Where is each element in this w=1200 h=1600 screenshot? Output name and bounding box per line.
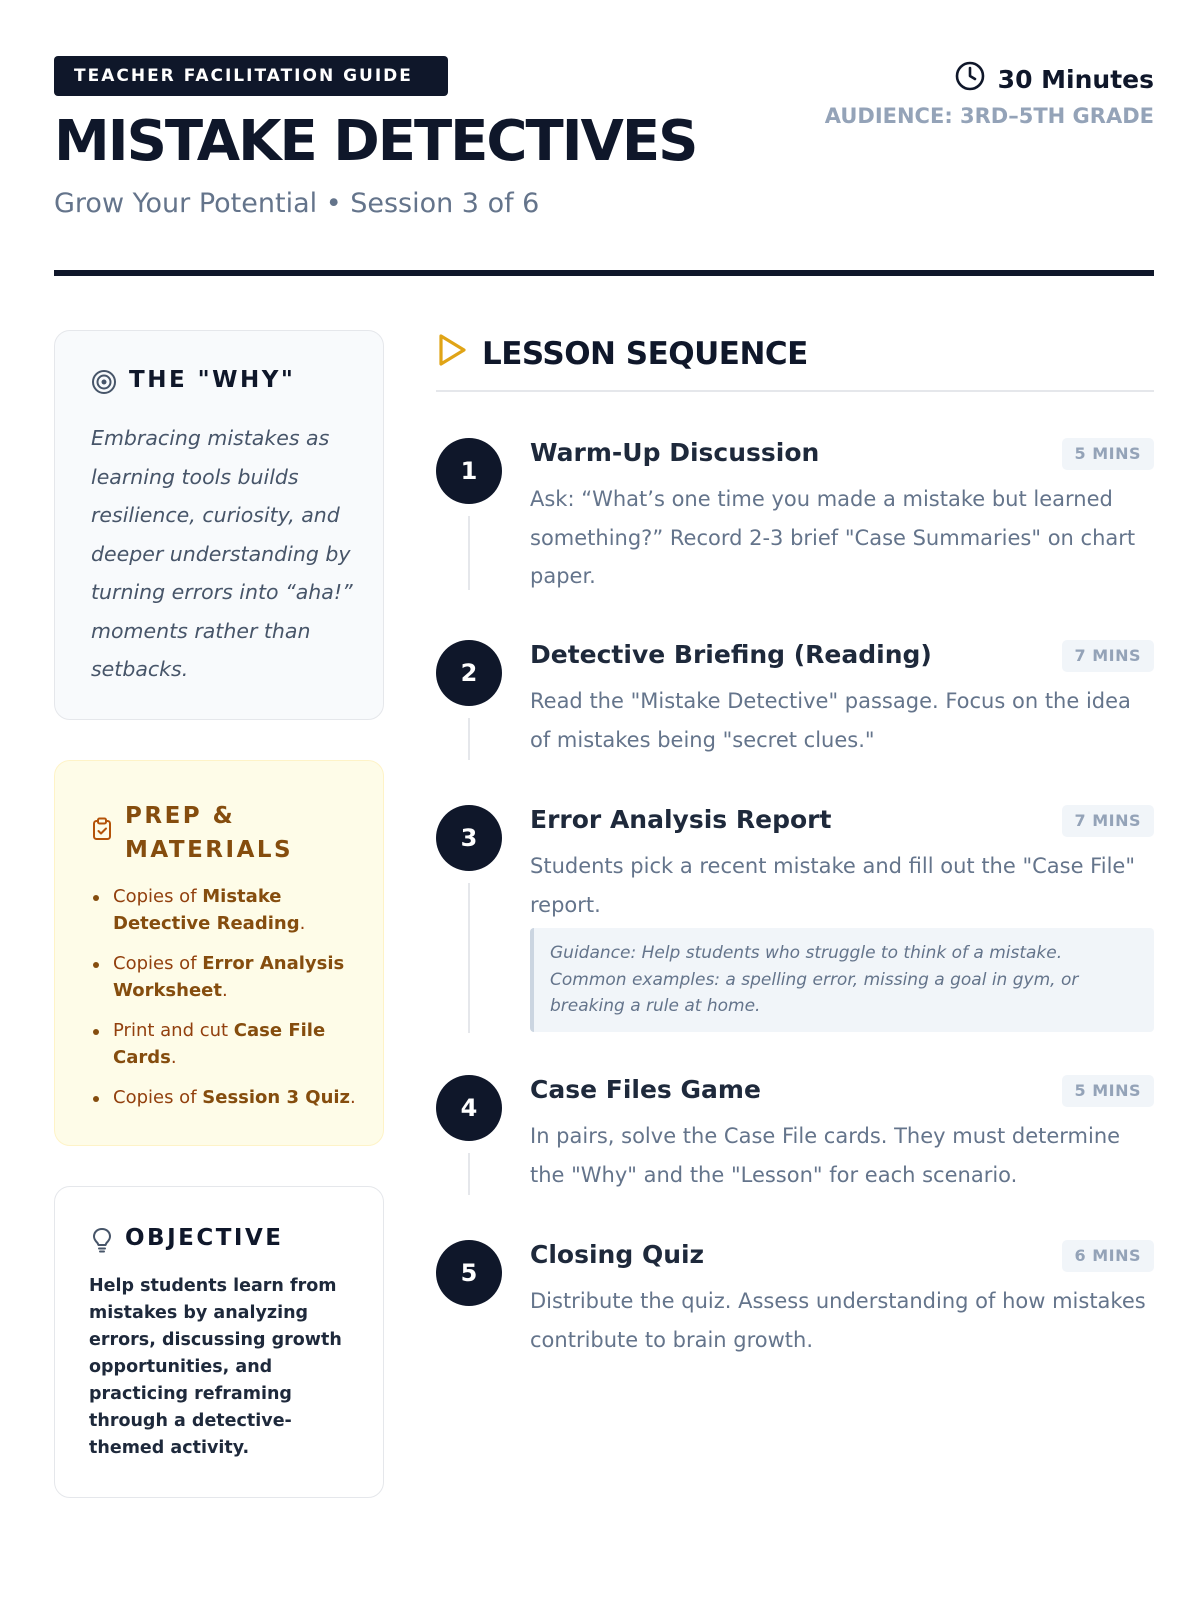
lesson-step [436,640,1154,762]
objective-heading-label: OBJECTIVE [125,1225,284,1251]
duration [954,60,1154,98]
step-title: Closing Quiz [530,1240,705,1269]
audience-label: AUDIENCE: 3RD–5TH GRADE [824,104,1154,128]
target-icon [91,369,117,401]
objective-heading [91,1225,284,1259]
lightbulb-icon [91,1227,113,1259]
step-number: 5 [436,1240,502,1306]
objective-card [54,1186,384,1498]
list-item: Copies of Session 3 Quiz. [91,1084,361,1111]
step-number: 3 [436,805,502,871]
lesson-step [436,1075,1154,1197]
why-heading [91,367,295,401]
page-header [54,56,1154,278]
list-item: Copies of Mistake Detective Reading. [91,883,361,937]
step-duration-badge: 7 MINS [1062,805,1155,837]
step-title: Warm-Up Discussion [530,438,820,467]
step-title: Error Analysis Report [530,805,832,834]
step-duration-badge: 7 MINS [1062,640,1155,672]
page-title: MISTAKE DETECTIVES [54,109,697,174]
lesson-sequence-label: LESSON SEQUENCE [482,336,808,372]
objective-text: Help students learn from mistakes by analyzing errors, discussing growth opportunities, and practicing reframing through a detective-themed activity. [89,1276,342,1458]
step-connector [468,718,470,760]
guide-type-badge: TEACHER FACILITATION GUIDE [54,56,448,96]
prep-heading [91,799,315,867]
step-description: Ask: “What’s one time you made a mistake but learned something?” Record 2-3 brief "Case Summaries" on chart paper. [530,487,1136,588]
step-connector [468,883,470,1033]
why-text: Embracing mistakes as learning tools builds resilience, curiosity, and deeper understanding by turning errors into “aha!” moments rather than setbacks. [91,426,353,681]
step-description: In pairs, solve the Case File cards. They must determine the "Why" and the "Lesson" for each scenario. [530,1124,1121,1187]
why-heading-label: THE "WHY" [129,367,296,393]
step-title: Detective Briefing (Reading) [530,640,932,669]
duration-label: 30 Minutes [997,64,1154,94]
lesson-step [436,438,1154,598]
step-number: 1 [436,438,502,504]
step-connector [468,1153,470,1195]
step-connector [468,516,470,590]
materials-list [91,883,361,1124]
list-item: Print and cut Case File Cards. [91,1017,361,1071]
lesson-step [436,805,1154,1035]
play-icon [436,332,468,376]
header-divider [54,270,1154,276]
sequence-divider [436,390,1154,392]
clock-icon [954,60,986,98]
step-number: 2 [436,640,502,706]
step-description: Read the "Mistake Detective" passage. Focus on the idea of mistakes being "secret clues." [530,689,1131,752]
lesson-step [436,1240,1154,1362]
step-title: Case Files Game [530,1075,761,1104]
step-guidance-note: Guidance: Help students who struggle to think of a mistake. Common examples: a spelling error, missing a goal in gym, or breaking a rule at home. [530,928,1154,1032]
step-duration-badge: 6 MINS [1062,1240,1155,1272]
list-item: Copies of Error Analysis Worksheet. [91,950,361,1004]
prep-card [54,760,384,1146]
page-subtitle: Grow Your Potential • Session 3 of 6 [54,188,540,219]
why-card [54,330,384,720]
step-duration-badge: 5 MINS [1062,1075,1155,1107]
step-number: 4 [436,1075,502,1141]
lesson-sequence-heading [436,332,808,376]
clipboard-icon [91,817,113,851]
step-duration-badge: 5 MINS [1062,438,1155,470]
step-description: Students pick a recent mistake and fill out the "Case File" report. [530,854,1135,917]
prep-heading-label: PREP & MATERIALS [125,803,294,863]
step-description: Distribute the quiz. Assess understanding of how mistakes contribute to brain growth. [530,1289,1146,1352]
